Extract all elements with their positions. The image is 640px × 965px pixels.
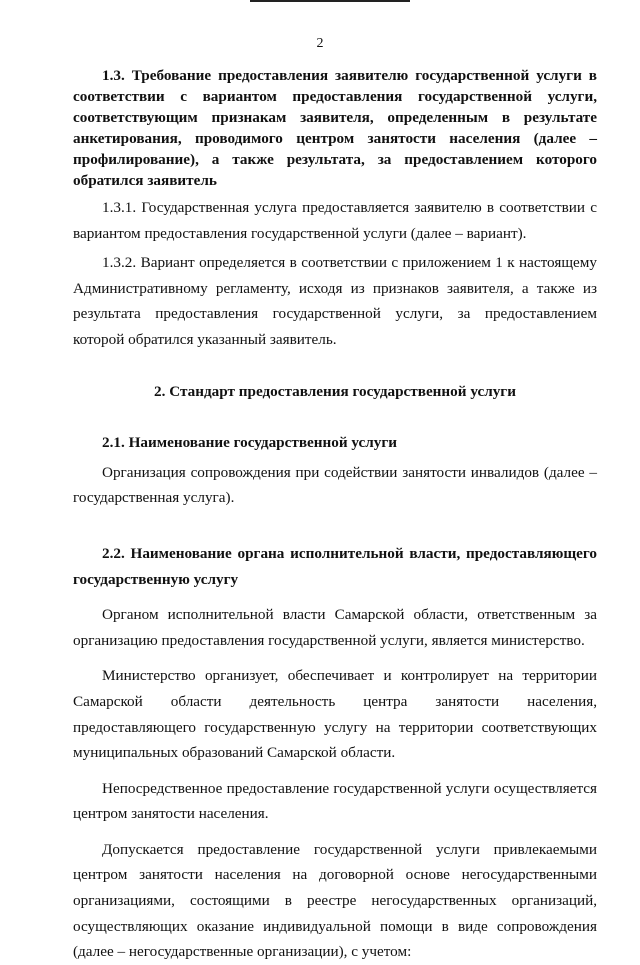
top-rule: [250, 0, 410, 2]
paragraph-1-3-1: 1.3.1. Государственная услуга предоставляется заявителю в соответствии с вариантом предоставления государственной услуги (далее – вариант).: [73, 199, 597, 242]
paragraph-2-2-2: Министерство организует, обеспечивает и контролирует на территории Самарской области деятельность центра занятости населения, предоставляющего государственную услугу на территории соответствующих муниципальных образований Самарской области.: [73, 667, 597, 762]
paragraph-2-2-3: Непосредственное предоставление государственной услуги осуществляется центром занятости населения.: [73, 779, 597, 823]
section-1-3-heading: 1.3. Требование предоставления заявителю государственной услуги в соответствии с вариантом предоставления государственной услуги, соответствующим признакам заявителя, определенным в результате анкетирования, проводимого центром занятости населения (далее – профилирование), а также результата, за предоставлением которого обратился заявитель: [73, 67, 597, 189]
page-number: 2: [316, 36, 324, 51]
paragraph-2-1: Организация сопровождения при содействии занятости инвалидов (далее – государственная услуга).: [73, 463, 597, 507]
section-2-heading: 2. Стандарт предоставления государственной услуги: [154, 382, 516, 400]
section-2-2-heading: 2.2. Наименование органа исполнительной власти, предоставляющего государственную услугу: [73, 544, 597, 588]
section-2-1-heading: 2.1. Наименование государственной услуги: [102, 434, 398, 452]
document-body: [73, 65, 597, 965]
paragraph-1-3-2: 1.3.2. Вариант определяется в соответствии с приложением 1 к настоящему Административному регламенту, исходя из признаков заявителя, а также из результата предоставления государственной услуги, за предоставлением которой обратился указанный заявитель.: [73, 254, 597, 348]
paragraph-2-2-4: Допускается предоставление государственной услуги привлекаемыми центром занятости населения на договорной основе негосударственными организациями, состоящими в реестре негосударственных организаций, осуществляющих оказание индивидуальной помощи в виде сопровождения (далее – негосударственные организации), с учетом:: [73, 840, 597, 961]
paragraph-2-2-1: Органом исполнительной власти Самарской области, ответственным за организацию предоставления государственной услуги, является министерство.: [73, 606, 597, 649]
